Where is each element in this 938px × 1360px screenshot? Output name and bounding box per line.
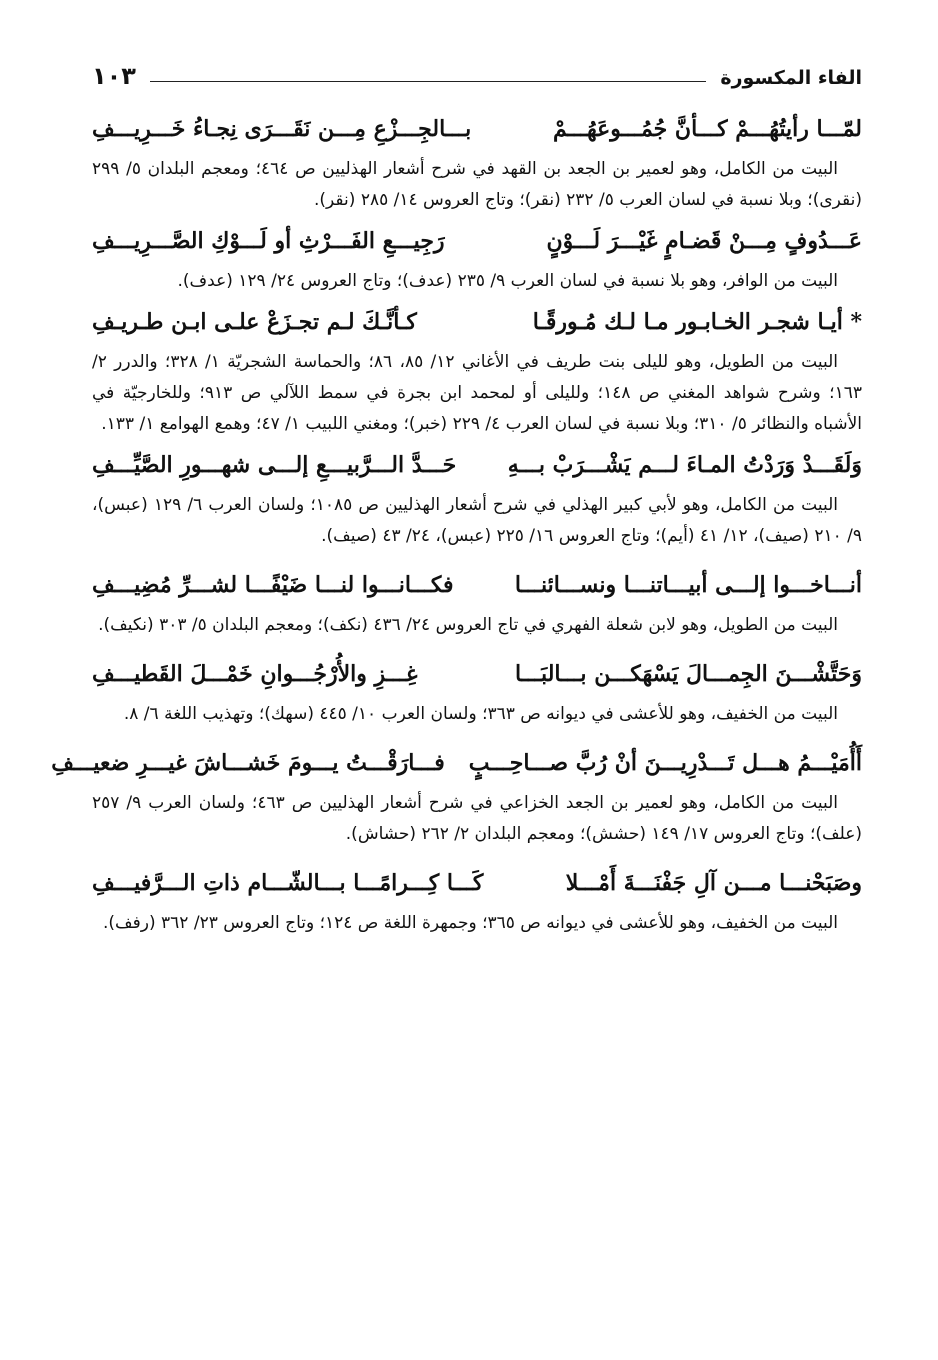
- verse-source-note: البيت من الكامل، وهو لأبي كبير الهذلي في شرح أشعار الهذليين ص ١٠٨٥؛ ولسان العرب ٦/ ١٢٩ (عبس)، ٩/ ٢١٠ (صيف)، ١٢/ ٤١ (أيم)؛ وتاج العروس ١٦/ ٢٢٥ (عبس)، ٢٤/ ٤٣ (صيف).: [92, 495, 862, 546]
- verse-entry: [92, 106, 862, 216]
- verse-source-note: البيت من الوافر، وهو بلا نسبة في لسان العرب ٩/ ٢٣٥ (عدف)؛ وتاج العروس ٢٤/ ١٢٩ (عدف).: [177, 271, 838, 291]
- second-hemistich: كَـــا كِـــرامًـــا بـــالشّـــام ذاتِ الـــرَّفيـــفِ: [92, 870, 484, 896]
- verse-source-note: البيت من الطويل، وهو لابن شعلة الفهري في تاج العروس ٢٤/ ٤٣٦ (نكف)؛ ومعجم البلدان ٥/ ٣٠٣ (نكيف).: [98, 615, 838, 635]
- second-hemistich: حَـــدَّ الـــرَّبيـــعِ إلـــى شهـــورِ الصَّيِّـــفِ: [92, 452, 457, 478]
- verse-line: [92, 562, 862, 610]
- header-rule: [150, 81, 706, 82]
- spacer: [92, 554, 862, 562]
- verse-line: [92, 299, 862, 347]
- first-hemistich: وصَبَحْنـــا مـــن آلِ جَفْنَـــةَ أَمْـــلا: [565, 870, 862, 896]
- verse-entry: [92, 860, 862, 939]
- verse-line: [51, 740, 862, 788]
- verse-line: [92, 106, 862, 154]
- verse-line: [92, 218, 862, 266]
- spacer: [92, 643, 862, 651]
- second-hemistich: بـــالجِـــزْعِ مِـــن نَقَـــرَى نِجـاءُ خَـــرِيـــفِ: [92, 116, 472, 142]
- verse-entry: [92, 442, 862, 552]
- verse-source-note: البيت من الخفيف، وهو للأعشى في ديوانه ص ٣٦٣؛ ولسان العرب ١٠/ ٤٤٥ (سهك)؛ وتهذيب اللغة ٦/ ٨.: [123, 704, 838, 724]
- second-hemistich: غِـــزِ والأُرْجُـــوانِ خَمْـــلَ القَطيـــفِ: [92, 661, 418, 687]
- verse-entry: [51, 740, 862, 850]
- verse-entry: [92, 562, 862, 641]
- first-hemistich: أنـــاخـــوا إلـــى أبيـــاتنـــا ونســـائنـــا: [514, 572, 862, 598]
- verse-line: [92, 860, 862, 908]
- first-hemistich: عَـــدُوفٍ مِـــنْ قَضـامٍ غَيْـــرَ لَـــوْنٍ: [546, 228, 862, 254]
- verse-source-note: البيت من الطويل، وهو لليلى بنت طريف في الأغاني ١٢/ ٨٥، ٨٦؛ والحماسة الشجريّة ١/ ٣٢٨؛ والدرر ٢/ ١٦٣؛ وشرح شواهد المغني ص ١٤٨؛ ولليلى أو لمحمد ابن بجرة في سمط اللآلي ص ٩١٣؛ وللخارجيّة في الأشباه والنظائر ٥/ ٣١٠؛ وبلا نسبة في لسان العرب ٤/ ٢٢٩ (خبر)؛ ومغني اللبيب ١/ ٤٧؛ وهمع الهوامع ١/ ١٣٣.: [92, 352, 862, 434]
- verse-source-note: البيت من الكامل، وهو لعمير بن الجعد بن القهد في شرح أشعار الهذليين ص ٤٦٤؛ ومعجم البلدان ٥/ ٢٩٩ (نقرى)؛ وبلا نسبة في لسان العرب ٥/ ٢٣٢ (نقر)؛ وتاج العروس ١٤/ ٢٨٥ (نقر).: [92, 159, 862, 210]
- first-hemistich: وَحَتَّشْـــنَ الجِمـــالَ يَسْهَكـــن بـــالبَـــا: [515, 661, 862, 687]
- running-header: [92, 56, 862, 88]
- verse-source-note: البيت من الكامل، وهو لعمير بن الجعد الخزاعي في شرح أشعار الهذليين ص ٤٦٣؛ ولسان العرب ٩/ ٢٥٧ (علف)؛ وتاج العروس ١٧/ ١٤٩ (حشش)؛ ومعجم البلدان ٢/ ٢٦٢ (حشاش).: [92, 793, 862, 844]
- first-hemistich: وَلَقَـــدْ وَرَدْتُ المـاءَ لـــم يَشْـــرَبْ بـــهِ: [507, 452, 862, 478]
- first-hemistich: أَأُمَيْـــمُ هـــل تَـــدْرِيـــنَ أنْ رُبَّ صـــاحِـــبٍ: [468, 750, 862, 776]
- verse-line: [92, 442, 862, 490]
- verse-entry: [92, 651, 862, 730]
- page-number: ١٠٣: [92, 62, 136, 90]
- second-hemistich: فكـــانـــوا لنـــا ضَيْفًـــا لشـــرِّ مُضِيـــفِ: [92, 572, 454, 598]
- second-hemistich: رَجِيـــعِ الفَـــرْثِ أو لَـــوْكِ الصَّـــرِيـــفِ: [92, 228, 445, 254]
- chapter-title: الفاء المكسورة: [720, 67, 862, 89]
- first-hemistich: * أيـا شجـر الخـابـور مـا لـك مُـورقًـا: [532, 309, 862, 335]
- second-hemistich: كـأنَّـكَ لـم تجـزَعْ علـى ابـن طـريـفِ: [92, 309, 417, 335]
- spacer: [92, 732, 862, 740]
- second-hemistich: فـــارَقْـــتُ يـــومَ خَشـــاشَ غيـــرِ ضعيـــفِ: [51, 750, 445, 776]
- first-hemistich: لمّـــا رأيتُهُـــمْ كـــأنَّ جُمُـــوعَهُـــمْ: [553, 116, 862, 142]
- spacer: [92, 852, 862, 860]
- verse-entries: [51, 106, 862, 941]
- verse-entry: [92, 299, 862, 440]
- verse-entry: [92, 218, 862, 297]
- verse-line: [92, 651, 862, 699]
- verse-source-note: البيت من الخفيف، وهو للأعشى في ديوانه ص ٣٦٥؛ وجمهرة اللغة ص ١٢٤؛ وتاج العروس ٢٣/ ٣٦٢ (رفف).: [103, 913, 838, 933]
